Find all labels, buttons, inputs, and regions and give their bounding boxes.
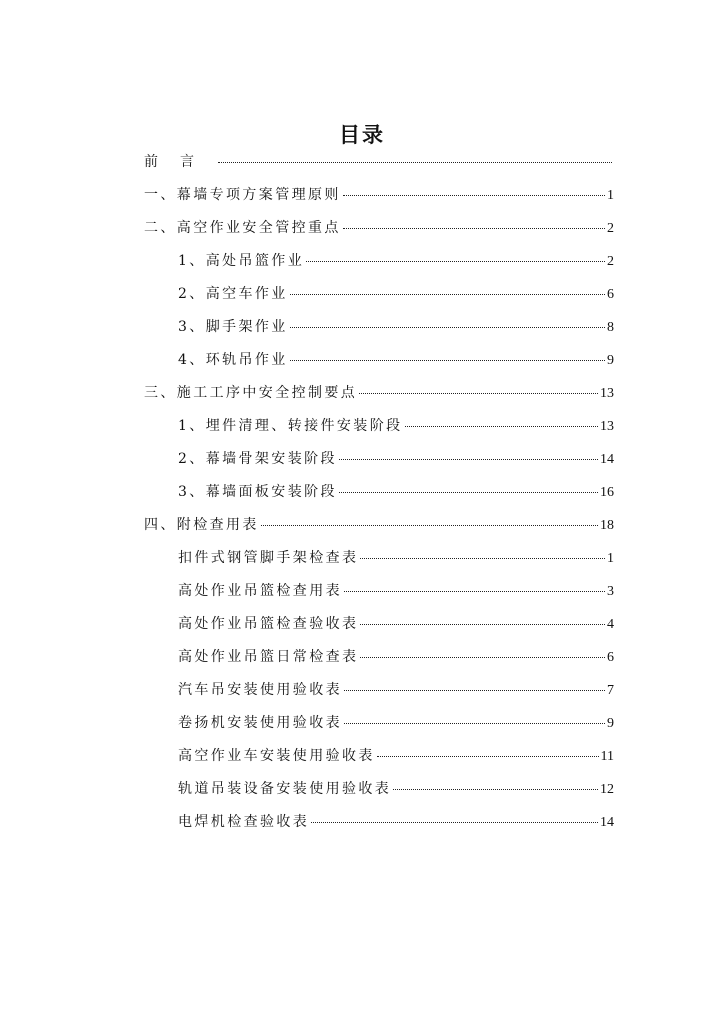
table-of-contents <box>144 146 614 839</box>
toc-entry-label: 2、高空车作业 <box>178 286 288 302</box>
toc-entry-label: 高空作业车安装使用验收表 <box>178 748 375 764</box>
toc-entry-label: 高处作业吊篮检查用表 <box>178 583 342 599</box>
dot-leader <box>377 756 599 757</box>
dot-leader <box>360 657 605 658</box>
dot-leader <box>339 492 598 493</box>
toc-entry-label: 电焊机检查验收表 <box>178 814 310 830</box>
toc-entry-page: 14 <box>600 815 614 830</box>
toc-entry-section-3-2[interactable] <box>144 443 614 476</box>
dot-leader <box>360 558 605 559</box>
dot-leader <box>306 261 605 262</box>
dot-leader <box>339 459 598 460</box>
toc-entry-page: 1 <box>607 551 614 566</box>
toc-entry-section-2-1[interactable] <box>144 245 614 278</box>
toc-entry-page: 9 <box>607 353 614 368</box>
toc-entry-page: 8 <box>607 320 614 335</box>
dot-leader <box>343 228 605 229</box>
dot-leader <box>311 822 598 823</box>
toc-entry-page: 13 <box>600 419 614 434</box>
toc-entry-section-2[interactable] <box>144 212 614 245</box>
toc-entry-page: 16 <box>600 485 614 500</box>
dot-leader <box>218 162 612 163</box>
toc-entry-page: 4 <box>607 617 614 632</box>
dot-leader <box>359 393 598 394</box>
toc-entry-appendix-4[interactable] <box>144 641 614 674</box>
toc-entry-page: 2 <box>607 254 614 269</box>
toc-entry-page: 18 <box>600 518 614 533</box>
toc-entry-label: 前言 <box>144 154 216 170</box>
toc-entry-section-4[interactable] <box>144 509 614 542</box>
toc-entry-section-2-2[interactable] <box>144 278 614 311</box>
toc-entry-appendix-5[interactable] <box>144 674 614 707</box>
dot-leader <box>343 195 605 196</box>
toc-entry-label: 扣件式钢管脚手架检查表 <box>178 550 359 566</box>
toc-entry-page: 6 <box>607 287 614 302</box>
toc-entry-page: 1 <box>607 188 614 203</box>
dot-leader <box>344 690 605 691</box>
toc-entry-appendix-2[interactable] <box>144 575 614 608</box>
toc-entry-label: 高处作业吊篮日常检查表 <box>178 649 359 665</box>
toc-entry-label: 四、附检查用表 <box>144 517 259 533</box>
toc-entry-section-3[interactable] <box>144 377 614 410</box>
toc-entry-appendix-8[interactable] <box>144 773 614 806</box>
dot-leader <box>360 624 605 625</box>
dot-leader <box>290 294 605 295</box>
toc-entry-label: 轨道吊装设备安装使用验收表 <box>178 781 392 797</box>
toc-entry-label: 1、高处吊篮作业 <box>178 253 305 269</box>
toc-entry-page: 2 <box>607 221 614 236</box>
dot-leader <box>290 360 605 361</box>
toc-entry-section-1[interactable] <box>144 179 614 212</box>
toc-entry-appendix-3[interactable] <box>144 608 614 641</box>
toc-entry-section-3-3[interactable] <box>144 476 614 509</box>
toc-entry-appendix-1[interactable] <box>144 542 614 575</box>
toc-entry-label: 汽车吊安装使用验收表 <box>178 682 342 698</box>
toc-entry-label: 2、幕墙骨架安装阶段 <box>178 451 337 467</box>
toc-entry-page: 13 <box>600 386 614 401</box>
dot-leader <box>344 591 605 592</box>
toc-entry-label: 1、埋件清理、转接件安装阶段 <box>178 418 403 434</box>
toc-entry-page: 12 <box>600 782 614 797</box>
page-title: 目录 <box>339 123 385 147</box>
toc-entry-label: 卷扬机安装使用验收表 <box>178 715 342 731</box>
toc-entry-section-2-4[interactable] <box>144 344 614 377</box>
toc-entry-page: 7 <box>607 683 614 698</box>
toc-entry-appendix-6[interactable] <box>144 707 614 740</box>
toc-entry-label: 3、幕墙面板安装阶段 <box>178 484 337 500</box>
dot-leader <box>393 789 598 790</box>
toc-entry-label: 3、脚手架作业 <box>178 319 288 335</box>
toc-entry-label: 二、高空作业安全管控重点 <box>144 220 341 236</box>
toc-entry-section-2-3[interactable] <box>144 311 614 344</box>
toc-entry-label: 高处作业吊篮检查验收表 <box>178 616 359 632</box>
dot-leader <box>290 327 605 328</box>
toc-entry-appendix-9[interactable] <box>144 806 614 839</box>
toc-entry-page: 3 <box>607 584 614 599</box>
toc-entry-page: 14 <box>600 452 614 467</box>
dot-leader <box>261 525 598 526</box>
toc-entry-page: 9 <box>607 716 614 731</box>
dot-leader <box>344 723 605 724</box>
dot-leader <box>405 426 598 427</box>
toc-entry-page: 11 <box>600 749 614 764</box>
toc-entry-appendix-7[interactable] <box>144 740 614 773</box>
toc-entry-label: 三、施工工序中安全控制要点 <box>144 385 358 401</box>
toc-entry-preface[interactable] <box>144 146 614 179</box>
toc-entry-label: 一、幕墙专项方案管理原则 <box>144 187 341 203</box>
toc-entry-page: 6 <box>607 650 614 665</box>
toc-entry-section-3-1[interactable] <box>144 410 614 443</box>
toc-entry-label: 4、环轨吊作业 <box>178 352 288 368</box>
